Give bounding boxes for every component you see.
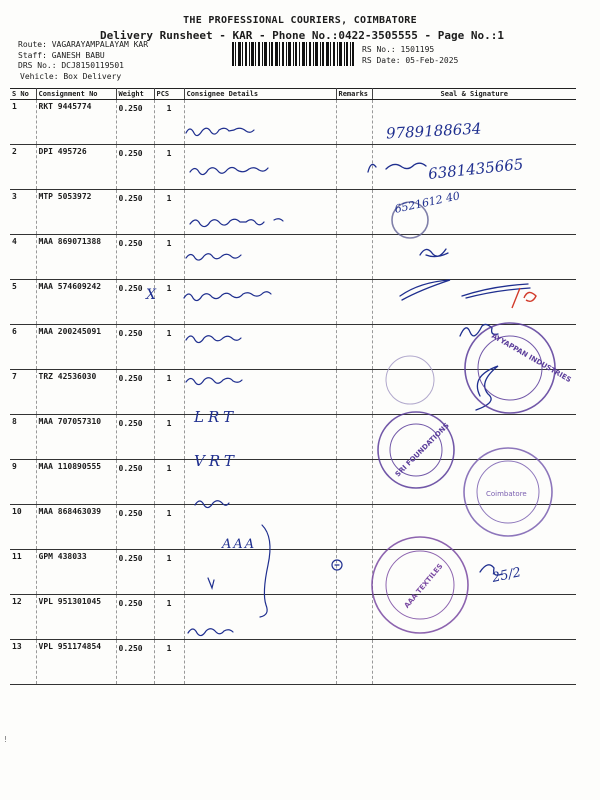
barcode [232, 42, 354, 66]
cell-signature [372, 415, 576, 460]
signature-row1-phone: 9789188634 [385, 119, 482, 143]
drs-line: DRS No.: DCJ8150119501 [18, 61, 124, 70]
rs-number: RS No.: 1501195 [362, 45, 435, 54]
vehicle-line: Vehicle: Box Delivery [20, 71, 122, 81]
runsheet-meta-left [18, 40, 148, 82]
runsheet-meta-right [362, 45, 458, 66]
cell-weight: 0.250 [116, 235, 154, 280]
cell-consignment: RKT 9445774 [36, 100, 116, 145]
cell-consignment: MAA 707057310 [36, 415, 116, 460]
cell-weight: 0.250 [116, 505, 154, 550]
cell-consignee [184, 505, 336, 550]
cell-remarks [336, 415, 372, 460]
table-row [10, 325, 576, 370]
cell-pcs: 1 [154, 100, 184, 145]
cell-consignee [184, 280, 336, 325]
company-name: THE PROFESSIONAL COURIERS, COIMBATORE [183, 15, 417, 26]
cell-consignee [184, 595, 336, 640]
delivery-table-wrapper [10, 88, 576, 685]
cell-remarks [336, 235, 372, 280]
cell-remarks [336, 505, 372, 550]
signature-row3-phone: 6521612 40 [393, 189, 462, 216]
cell-weight: 0.250 [116, 325, 154, 370]
cell-sno: 12 [10, 595, 36, 640]
cell-consignment: MAA 574609242 [36, 280, 116, 325]
cell-sno: 9 [10, 460, 36, 505]
table-row [10, 370, 576, 415]
cell-sno: 3 [10, 190, 36, 235]
cell-pcs: 1 [154, 190, 184, 235]
cell-remarks [336, 325, 372, 370]
cell-weight: 0.250 [116, 190, 154, 235]
cell-consignment: DPI 495726 [36, 145, 116, 190]
cell-weight: 0.250 [116, 640, 154, 685]
cell-consignment: MAA 869071388 [36, 235, 116, 280]
cell-weight: 0.250 [116, 145, 154, 190]
stamp-ayyappan-text: AYYAPPAN INDUSTRIES [490, 331, 573, 385]
cell-pcs: 1 [154, 145, 184, 190]
cell-remarks [336, 595, 372, 640]
consignee-row8: LRT [194, 408, 237, 426]
col-sno: S No [10, 89, 36, 100]
table-row [10, 595, 576, 640]
signature-row2-phone: 6381435665 [427, 155, 525, 183]
cell-signature [372, 280, 576, 325]
cell-consignment: GPM 438033 [36, 550, 116, 595]
table-row [10, 415, 576, 460]
cell-weight: 0.250 [116, 415, 154, 460]
cell-sno: 13 [10, 640, 36, 685]
cell-remarks [336, 370, 372, 415]
cell-sno: 4 [10, 235, 36, 280]
delivery-table [10, 88, 576, 685]
cell-weight: 0.250 [116, 280, 154, 325]
runsheet-title: Delivery Runsheet - KAR - Phone No.:0422-3505555 - Page No.:1 [100, 29, 504, 42]
col-pcs: PCS [154, 89, 184, 100]
cell-remarks [336, 100, 372, 145]
cell-weight: 0.250 [116, 595, 154, 640]
cell-remarks [336, 190, 372, 235]
table-row [10, 100, 576, 145]
cell-consignment: MAA 110890555 [36, 460, 116, 505]
cell-pcs: 1 [154, 505, 184, 550]
cell-sno: 7 [10, 370, 36, 415]
cell-weight: 0.250 [116, 100, 154, 145]
col-signature: Seal & Signature [372, 89, 576, 100]
cell-weight: 0.250 [116, 370, 154, 415]
cell-consignee [184, 550, 336, 595]
consignee-row12: AAA [222, 537, 257, 552]
cell-consignee [184, 100, 336, 145]
table-row [10, 190, 576, 235]
cell-sno: 1 [10, 100, 36, 145]
rs-date: RS Date: 05-Feb-2025 [362, 55, 459, 65]
cell-pcs: 1 [154, 640, 184, 685]
cell-sno: 8 [10, 415, 36, 460]
table-row [10, 280, 576, 325]
stamp-sri-foundations-text: SRI FOUNDATIONS [393, 421, 451, 479]
cell-remarks [336, 460, 372, 505]
table-header-row [10, 89, 576, 100]
cell-consignee [184, 190, 336, 235]
cell-sno: 6 [10, 325, 36, 370]
cell-consignment: VPL 951301045 [36, 595, 116, 640]
margin-tick: ! [3, 735, 8, 744]
consignee-row9: VRT [194, 452, 238, 470]
cell-pcs: 1 [154, 280, 184, 325]
cell-consignee [184, 235, 336, 280]
cell-consignment: MAA 868463039 [36, 505, 116, 550]
staff-line: Staff: GANESH BABU [18, 50, 105, 60]
cell-signature [372, 370, 576, 415]
cell-sno: 11 [10, 550, 36, 595]
cell-pcs: 1 [154, 415, 184, 460]
cell-signature [372, 550, 576, 595]
cell-sno: 2 [10, 145, 36, 190]
cell-sno: 10 [10, 505, 36, 550]
table-row [10, 640, 576, 685]
cell-signature [372, 505, 576, 550]
cell-pcs: 1 [154, 550, 184, 595]
cell-consignment: MAA 200245091 [36, 325, 116, 370]
signature-row12-date: 25/2 [490, 565, 523, 586]
cell-consignment: TRZ 42536030 [36, 370, 116, 415]
cell-consignee [184, 145, 336, 190]
remark-cross: X [146, 287, 156, 303]
cell-weight: 0.250 [116, 550, 154, 595]
cell-remarks [336, 145, 372, 190]
cell-weight: 0.250 [116, 460, 154, 505]
cell-pcs: 1 [154, 370, 184, 415]
cell-pcs: 1 [154, 460, 184, 505]
cell-pcs: 1 [154, 235, 184, 280]
cell-consignee [184, 325, 336, 370]
stamp-aaa-text: AAA TEXTILES [402, 562, 445, 610]
cell-signature [372, 595, 576, 640]
cell-signature [372, 235, 576, 280]
cell-remarks [336, 640, 372, 685]
col-weight: Weight [116, 89, 154, 100]
table-row [10, 235, 576, 280]
stamp-coimbatore-text: Coimbatore [486, 490, 527, 498]
cell-remarks [336, 550, 372, 595]
cell-signature [372, 640, 576, 685]
cell-consignment: MTP 5053972 [36, 190, 116, 235]
col-remarks: Remarks [336, 89, 372, 100]
table-row [10, 505, 576, 550]
cell-consignee [184, 640, 336, 685]
cell-sno: 5 [10, 280, 36, 325]
cell-consignment: VPL 951174854 [36, 640, 116, 685]
cell-pcs: 1 [154, 325, 184, 370]
col-consignment: Consignment No [36, 89, 116, 100]
route-line: Route: VAGARAYAMPALAYAM KAR [18, 40, 149, 49]
cell-remarks [336, 280, 372, 325]
col-consignee: Consignee Details [184, 89, 336, 100]
cell-pcs: 1 [154, 595, 184, 640]
